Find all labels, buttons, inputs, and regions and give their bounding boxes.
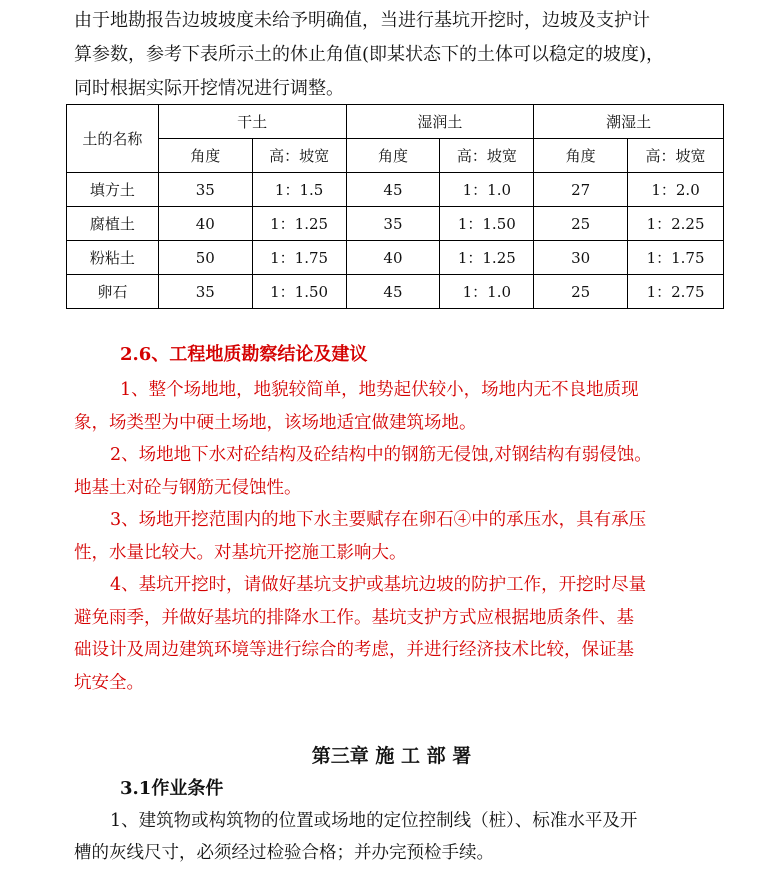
table-cell: 1：2.25 <box>628 207 724 241</box>
soil-name-header: 土的名称 <box>67 105 159 173</box>
paragraph-line: 地基土对砼与钢筋无侵蚀性。 <box>74 477 302 498</box>
intro-line: 算参数，参考下表所示土的休止角值(即某状态下的土体可以稳定的坡度)， <box>74 44 665 65</box>
table-cell: 45 <box>346 173 440 207</box>
paragraph-line: 坑安全。 <box>74 672 144 693</box>
table-cell: 卵石 <box>67 275 159 309</box>
table-row <box>67 173 724 207</box>
sub-heading: 3.1作业条件 <box>120 778 224 799</box>
table-cell: 1：1.75 <box>252 241 346 275</box>
paragraph-line: 象，场类型为中硬土场地，该场地适宜做建筑场地。 <box>74 412 477 433</box>
table-cell: 填方土 <box>67 173 159 207</box>
sub-header: 高：坡宽 <box>440 139 534 173</box>
paragraph-line: 3、场地开挖范围内的地下水主要赋存在卵石④中的承压水，具有承压 <box>110 510 647 530</box>
table-cell: 1：2.75 <box>628 275 724 309</box>
table-cell: 30 <box>534 241 628 275</box>
table-cell: 腐植土 <box>67 207 159 241</box>
intro-line: 由于地勘报告边坡坡度未给予明确值，当进行基坑开挖时，边坡及支护计 <box>74 10 650 31</box>
sub-header: 角度 <box>346 139 440 173</box>
paragraph-line: 性，水量比较大。对基坑开挖施工影响大。 <box>74 542 407 563</box>
intro-line: 同时根据实际开挖情况进行调整。 <box>74 78 344 99</box>
soil-angle-table <box>66 104 724 309</box>
table-cell: 粉粘土 <box>67 241 159 275</box>
table-cell: 1：1.50 <box>252 275 346 309</box>
paragraph-line: 1、建筑物或构筑物的位置或场地的定位控制线（桩）、标准水平及开 <box>110 811 638 831</box>
paragraph-line: 础设计及周边建筑环境等进行综合的考虑，并进行经济技术比较，保证基 <box>74 640 634 660</box>
table-row <box>67 241 724 275</box>
paragraph-line: 避免雨季，并做好基坑的排降水工作。基坑支护方式应根据地质条件、基 <box>74 607 634 628</box>
table-cell: 27 <box>534 173 628 207</box>
section-3-1 <box>74 775 734 869</box>
paragraph-line: 2、场地地下水对砼结构及砼结构中的钢筋无侵蚀,对钢结构有弱侵蚀。 <box>110 445 652 465</box>
table-cell: 35 <box>158 275 252 309</box>
table-cell: 35 <box>346 207 440 241</box>
table-cell: 1：1.0 <box>440 275 534 309</box>
sub-header: 角度 <box>158 139 252 173</box>
sub-header: 角度 <box>534 139 628 173</box>
table-subheader-row <box>67 139 724 173</box>
chapter-title: 第三章 施 工 部 署 <box>311 745 472 767</box>
table-cell: 1：1.25 <box>252 207 346 241</box>
table-cell: 1：1.25 <box>440 241 534 275</box>
table-row <box>67 275 724 309</box>
table-cell: 1：2.0 <box>628 173 724 207</box>
intro-paragraph <box>74 4 734 106</box>
table-cell: 35 <box>158 173 252 207</box>
table-cell: 50 <box>158 241 252 275</box>
table-cell: 1：1.5 <box>252 173 346 207</box>
paragraph-line: 1、整个场地地，地貌较简单，地势起伏较小，场地内无不良地质现 <box>120 380 639 400</box>
section-heading: 2.6、工程地质勘察结论及建议 <box>120 344 368 365</box>
sub-header: 高：坡宽 <box>252 139 346 173</box>
table-cell: 25 <box>534 207 628 241</box>
table-cell: 40 <box>346 241 440 275</box>
table-cell: 1：1.75 <box>628 241 724 275</box>
table-cell: 45 <box>346 275 440 309</box>
sub-header: 高：坡宽 <box>628 139 724 173</box>
paragraph-line: 4、基坑开挖时，请做好基坑支护或基坑边坡的防护工作，开挖时尽量 <box>110 575 647 595</box>
table-cell: 25 <box>534 275 628 309</box>
table-cell: 1：1.0 <box>440 173 534 207</box>
table-cell: 1：1.50 <box>440 207 534 241</box>
group-header-moist: 湿润土 <box>346 105 534 139</box>
group-header-dry: 干土 <box>158 105 346 139</box>
section-2-6 <box>74 340 734 699</box>
table-row <box>67 207 724 241</box>
group-header-wet: 潮湿土 <box>534 105 724 139</box>
paragraph-line: 槽的灰线尺寸，必须经过检验合格；并办完预检手续。 <box>74 843 494 863</box>
table-cell: 40 <box>158 207 252 241</box>
table-header-row <box>67 105 724 139</box>
